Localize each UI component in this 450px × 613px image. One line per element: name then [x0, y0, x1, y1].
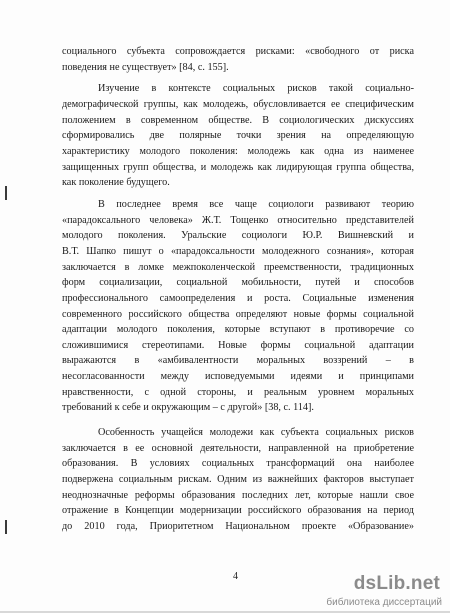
watermark-subtitle: библиотека диссертаций: [326, 597, 442, 608]
text-line: адаптации молодого поколения, которые вступают в противоречие со: [62, 324, 414, 336]
text-line: требований к себе и окружающим – с другой» [38, с. 114].: [62, 402, 314, 414]
text-line: Изучение в контексте социальных рисков такой социально-: [98, 83, 414, 95]
text-line: форм социализации, социальной мобильности, путей и способов: [62, 277, 414, 289]
text-line: нравственности, с одной стороны, и реальным уровнем моральных: [62, 386, 414, 398]
text-line: «парадоксального человека» Ж.Т. Тощенко относительно представителей: [62, 214, 414, 226]
text-line: В.Т. Шапко пишут о «парадоксальности молодежного сознания», которая: [62, 245, 414, 257]
text-line: В последнее время все чаще социологи развивают теорию: [98, 198, 414, 210]
paragraph-4: [62, 425, 414, 535]
paragraph-2: [62, 81, 414, 191]
text-line: социального субъекта сопровождается рисками: «свободного от риска: [62, 46, 414, 57]
text-line: положением в современном обществе. В социологических дискуссиях: [62, 114, 414, 126]
text-line: современного российского общества определяют новые формы социальной: [62, 308, 414, 320]
text-line: профессионального самоопределения и роста. Социальные изменения: [62, 292, 414, 304]
text-line: несогласованности между исповедуемыми идеями и принципами: [62, 371, 414, 383]
text-line: заключается в ломке межпоколенческой преемственности, традиционных: [62, 261, 414, 273]
text-line: неоднозначные реформы образования последних лет, которые нашли свое: [62, 489, 414, 501]
text-line: как поколение будущего.: [62, 177, 170, 189]
text-line: поведения не существует» [84, с. 155].: [62, 61, 229, 73]
scan-margin-mark: [5, 520, 7, 534]
text-line: отражение в Концепции модернизации российского образования на период: [62, 505, 414, 517]
text-line: сложившимися стереотипами. Новые формы социальной адаптации: [62, 339, 414, 351]
body-text: [62, 44, 414, 535]
text-line: защищенных групп общества, и молодежь как лидирующая группа общества,: [62, 161, 414, 173]
text-line: подвержена социальным рискам. Одним из важнейших факторов выступает: [62, 474, 414, 486]
text-line: Особенность учащейся молодежи как субъекта социальных рисков: [98, 427, 414, 439]
text-line: демографической группы, как молодежь, обусловливается ее специфическим: [62, 98, 414, 110]
text-line: сформировались две полярные точки зрения на определяющую: [62, 130, 414, 142]
text-line: до 2010 года, Приоритетном Национальном проекте «Образование»: [62, 521, 414, 533]
text-line: выражаются в «амбивалентности моральных воззрений – в: [62, 355, 414, 367]
text-line: образования. В условиях социальных трансформаций она наиболее: [62, 458, 414, 470]
scan-margin-mark: [5, 186, 7, 200]
watermark-logo[interactable]: [318, 573, 444, 609]
watermark-brand: dsLib.net: [353, 573, 440, 594]
text-line: заключается в ее основной деятельности, направленной на приобретение: [62, 442, 414, 454]
paragraph-3: [62, 197, 414, 416]
paragraph-1: [62, 44, 414, 75]
text-line: характеристику молодого поколения: молодежь как одна из наименее: [62, 145, 414, 157]
page-number: 4: [233, 571, 238, 582]
text-line: молодого поколения. Уральские социологи Ю.Р. Вишневский и: [62, 230, 414, 242]
